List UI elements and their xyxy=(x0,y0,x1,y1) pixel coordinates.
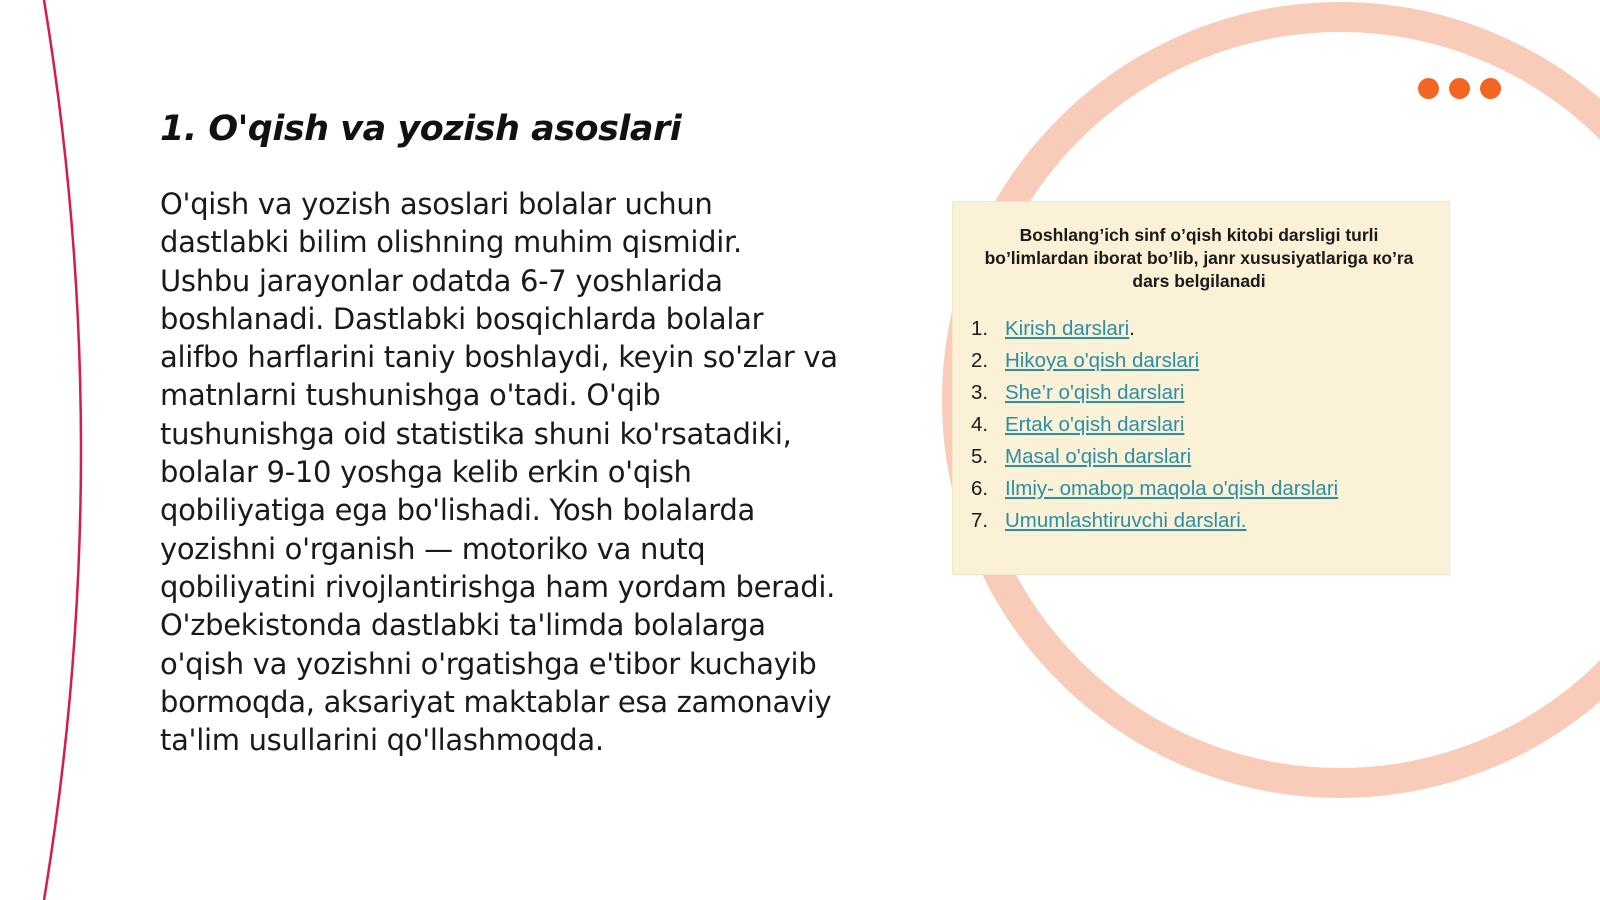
three-dots-icon xyxy=(1418,78,1501,99)
list-number: 6. xyxy=(971,477,989,500)
list-item xyxy=(971,313,1427,345)
lesson-link[interactable]: Umumlashtiruvchi darslari. xyxy=(1005,509,1247,532)
list-number: 4. xyxy=(971,413,989,436)
lesson-types-panel xyxy=(952,201,1450,575)
lesson-link[interactable]: Ilmiy- omabop maqola o'qish darslari xyxy=(1005,477,1339,500)
list-item xyxy=(971,505,1427,537)
list-number: 5. xyxy=(971,445,989,468)
list-number: 3. xyxy=(971,381,989,404)
lesson-link[interactable]: Ertak o'qish darslari xyxy=(1005,413,1185,436)
list-item xyxy=(971,345,1427,377)
dot xyxy=(1449,78,1470,99)
list-number: 2. xyxy=(971,349,989,372)
lesson-link[interactable]: She’r o'qish darslari xyxy=(1005,381,1185,404)
lesson-link[interactable]: Hikoya o'qish darslari xyxy=(1005,349,1200,372)
lesson-link[interactable]: Kirish darslari xyxy=(1005,317,1130,340)
list-number: 1. xyxy=(971,317,989,340)
list-item xyxy=(971,473,1427,505)
panel-heading: Boshlang’ich sinf o’qish kitobi darsligi turli bo’limlardan iborat bo’lib, janr xususiyatlariga кo’ra dars belgilanadi xyxy=(984,225,1414,291)
list-item xyxy=(971,377,1427,409)
dot xyxy=(1418,78,1439,99)
slide-title: 1. O'qish va yozish asoslari xyxy=(160,109,682,149)
list-item xyxy=(971,409,1427,441)
body-paragraph: O'qish va yozish asoslari bolalar uchun dastlabki bilim olishning muhim qismidir. Ushbu jarayonlar odatda 6-7 yoshlarida boshlanadi. Dastlabki bosqichlarda bolalar alifbo harflarini taniy boshlaydi, keyin so'zlar va matnlarni tushunishga o'tadi. O'qib tushunishga oid statistika shuni ko'rsatadiki, bolalar 9-10 yoshga kelib erkin o'qish qobiliyatiga ega bo'lishadi. Yosh bolalarda yozishni o'rganish — motoriko va nutq qobiliyatini rivojlantirishga ham yordam beradi. O'zbekistonda dastlabki ta'limda bolalarga o'qish va yozishni o'rgatishga e'tibor kuchayib bormoqda, aksariyat maktablar esa zamonaviy ta'lim usullarini qo'llashmoqda. xyxy=(160,187,838,758)
dot xyxy=(1480,78,1501,99)
lesson-link[interactable]: Masal o'qish darslari xyxy=(1005,445,1192,468)
list-number: 7. xyxy=(971,509,989,532)
list-item xyxy=(971,441,1427,473)
left-arc-line xyxy=(44,0,81,900)
lesson-list xyxy=(971,313,1427,537)
list-suffix: . xyxy=(1129,317,1135,340)
